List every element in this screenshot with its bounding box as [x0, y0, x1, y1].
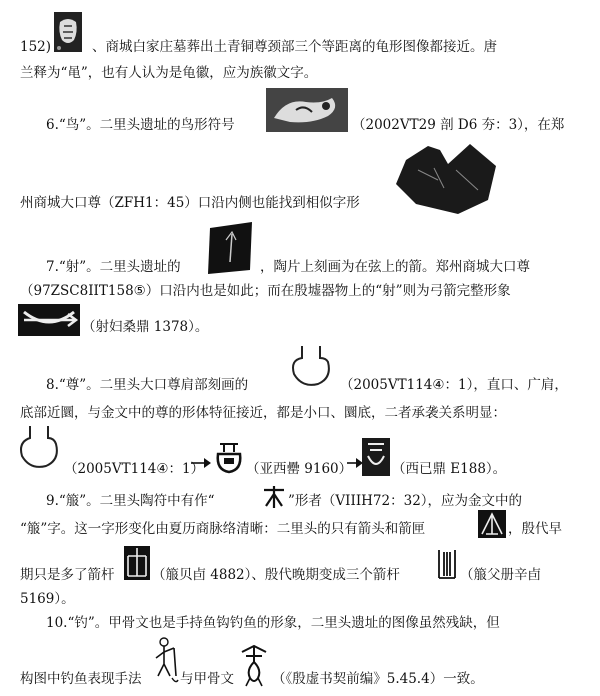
text-line-3b: （2002VT29 剖 D6 夯：3），在郑	[352, 117, 565, 133]
text-line-10c: （西已鼎 E188）。	[392, 461, 507, 477]
text-line-11b: ”形者（VIIIH72：32），应为金文中的	[288, 493, 523, 509]
yaxi-lei-glyph	[214, 440, 244, 476]
text-line-12b: ，殷代早	[508, 521, 562, 537]
text-line-5b: ，陶片上刻画为在弦上的箭。郑州商城大口尊	[260, 259, 530, 275]
text-line-4: 州商城大口尊（ZFH1：45）口沿内侧也能找到相似字形	[20, 195, 360, 211]
text-line-16a: 构图中钓鱼表现手法	[20, 671, 142, 687]
text-line-7: （射妇桑鼎 1378）。	[82, 319, 209, 335]
text-line-6: （97ZSC8IIT158⑤）口沿内也是如此；而在殷墟器物上的“射”则为弓箭完整形象	[20, 283, 511, 299]
text-line-5a: 7.“射”。二里头遗址的	[46, 259, 181, 275]
text-line-3a: 6.“鸟”。二里头遗址的鸟形符号	[46, 117, 235, 133]
text-line-10a: （2005VT114④：1）	[64, 461, 205, 477]
text-line-11a: 9.“箙”。二里头陶符中有作“	[46, 493, 215, 509]
bow-arrow-glyph	[18, 304, 80, 336]
text-line-16c: （《殷虚书契前编》5.45.4）一致。	[272, 671, 484, 687]
text-line-8a: 8.“尊”。二里头大口尊肩部刻画的	[46, 377, 249, 393]
bird-symbol-image	[266, 88, 348, 132]
text-line-1a: 152)	[20, 39, 52, 55]
fubei-you-glyph	[124, 546, 150, 580]
zun-vessel-glyph-2	[18, 424, 62, 472]
text-line-2: 兰释为“黾”，也有人认为是龟徽，应为族徽文字。	[20, 65, 318, 81]
text-line-13a: 期只是多了箭杆	[20, 567, 115, 583]
oracle-fishing-glyph	[238, 642, 270, 688]
text-line-15: 10.“钓”。甲骨文也是手持鱼钩钓鱼的形象，二里头遗址的图像虽然残缺，但	[46, 615, 500, 631]
text-line-14: 5169）。	[20, 591, 75, 607]
text-line-13b: （箙贝卣 4882）、殷代晚期变成三个箭杆	[152, 567, 400, 583]
turtle-rubbing-image	[54, 12, 82, 52]
text-line-8b: （2005VT114④：1），直口、广肩，	[340, 377, 568, 393]
fishing-figure-image	[152, 636, 180, 688]
zun-vessel-glyph-1	[288, 344, 334, 390]
text-line-9: 底部近圜，与金文中的尊的形体特征接近，都是小口、圜底，二者承袭关系明显：	[20, 405, 506, 421]
dakouzun-rubbing-image	[388, 140, 500, 214]
arrow-sherd-image	[206, 222, 256, 274]
text-line-16b: 与甲骨文	[180, 671, 234, 687]
three-shafts-glyph	[436, 548, 458, 580]
text-line-10b: （亚西罍 9160）	[246, 461, 353, 477]
arrow-icon-1	[190, 456, 212, 470]
xiji-ding-glyph	[362, 438, 390, 476]
text-line-13c: （箙父册辛卣	[460, 567, 541, 583]
fu-pottery-symbol	[262, 484, 286, 510]
text-line-1b: 、商城白家庄墓葬出土青铜尊颈部三个等距离的龟形图像都接近。唐	[92, 39, 497, 55]
arrow-quiver-glyph	[478, 510, 506, 538]
text-line-12a: “箙”字。这一字形变化由夏历商脉络清晰：二里头的只有箭头和箭匣	[20, 521, 426, 537]
